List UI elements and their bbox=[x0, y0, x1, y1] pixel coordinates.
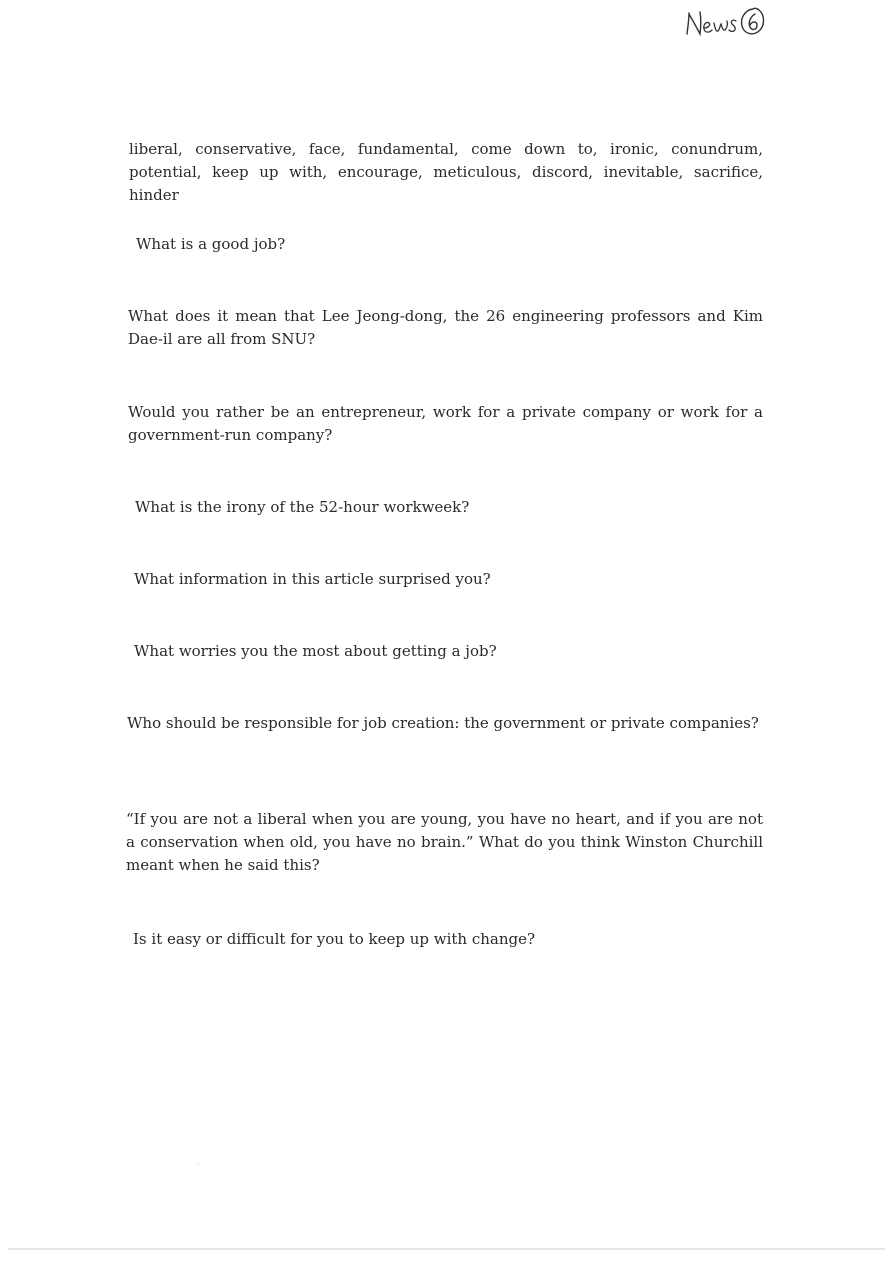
question-item-7: Who should be responsible for job creation: the government or private companies? bbox=[127, 714, 759, 732]
vocabulary-list: liberal, conservative, face, fundamental, come down to, ironic, conundrum, potential, keep up with, encourage, meticulous, discord, inevitable, sacrifice, hinder bbox=[129, 140, 763, 204]
question-item-3: Would you rather be an entrepreneur, work for a private company or work for a government-run company? bbox=[128, 403, 763, 444]
question-item-6: What worries you the most about getting a job? bbox=[134, 642, 497, 660]
scan-speck bbox=[197, 1163, 199, 1165]
question-item-8: “If you are not a liberal when you are young, you have no heart, and if you are not a conservation when old, you have no brain.” What do you think Winston Churchill meant when he said this? bbox=[126, 810, 763, 874]
question-item-1: What is a good job? bbox=[136, 235, 286, 253]
question-item-4: What is the irony of the 52-hour workweek? bbox=[135, 498, 470, 516]
question-item-2: What does it mean that Lee Jeong-dong, the 26 engineering professors and Kim Dae-il are all from SNU? bbox=[128, 307, 763, 348]
handwritten-news-label bbox=[683, 4, 773, 48]
handwritten-news-6-drawing bbox=[683, 4, 773, 48]
question-item-5: What information in this article surprised you? bbox=[134, 570, 491, 588]
question-item-9: Is it easy or difficult for you to keep up with change? bbox=[133, 930, 536, 948]
scan-edge-line bbox=[8, 1248, 885, 1250]
